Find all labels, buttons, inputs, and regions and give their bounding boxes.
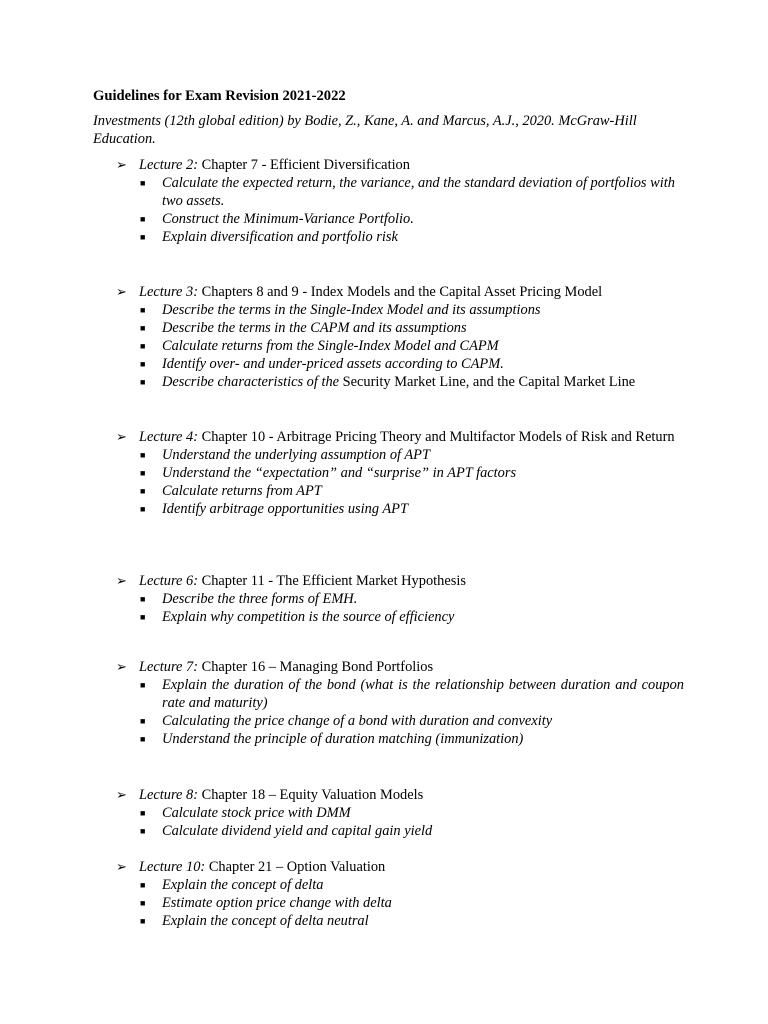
lecture-topic: Chapters 8 and 9 - Index Models and the Capital Asset Pricing Model (201, 284, 603, 300)
objectives-list (116, 876, 684, 930)
square-bullet-icon: ■ (140, 178, 146, 188)
list-item: ■ Explain the duration of the bond (what is the relationship between duration and coupon rate and maturity) (140, 677, 684, 711)
square-bullet-icon: ■ (140, 880, 146, 890)
objectives-list (116, 446, 684, 518)
lecture-2-section (116, 156, 684, 246)
list-item: ■ Understand the underlying assumption of APT (140, 447, 430, 463)
lecture-name: Lecture 10: (139, 859, 206, 875)
list-item: ■ Calculate returns from APT (140, 483, 322, 499)
list-item: ■ Understand the principle of duration matching (immunization) (140, 731, 524, 747)
lecture-topic: Chapter 7 - Efficient Diversification (201, 157, 410, 173)
textbook-reference: Investments (12th global edition) by Bodie, Z., Kane, A. and Marcus, A.J., 2020. McGraw-Hill Education. (93, 113, 637, 147)
list-item: ■ Calculate returns from the Single-Index Model and CAPM (140, 338, 499, 354)
square-bullet-icon: ■ (140, 486, 146, 496)
list-item: ■ Explain the concept of delta neutral (140, 913, 369, 929)
square-bullet-icon: ■ (140, 734, 146, 744)
objectives-list (116, 590, 684, 626)
lecture-topic: Chapter 11 - The Efficient Market Hypothesis (201, 573, 466, 589)
list-item: ■ Describe the three forms of EMH. (140, 591, 358, 607)
square-bullet-icon: ■ (140, 504, 146, 514)
lecture-name: Lecture 6: (139, 573, 199, 589)
list-item: ■ Estimate option price change with delta (140, 895, 392, 911)
lecture-heading (116, 283, 684, 301)
lecture-6-section (116, 572, 684, 626)
lecture-heading (116, 572, 684, 590)
square-bullet-icon: ■ (140, 377, 146, 387)
lecture-heading (116, 428, 684, 446)
square-bullet-icon: ■ (140, 680, 146, 690)
lecture-heading (116, 786, 684, 804)
arrow-bullet-icon: ➢ (116, 787, 127, 802)
objectives-list (116, 676, 684, 748)
lecture-4-section (116, 428, 684, 518)
square-bullet-icon: ■ (140, 214, 146, 224)
arrow-bullet-icon: ➢ (116, 157, 127, 172)
lecture-topic: Chapter 18 – Equity Valuation Models (201, 787, 424, 803)
lecture-name: Lecture 3: (139, 284, 199, 300)
square-bullet-icon: ■ (140, 916, 146, 926)
list-item: ■ Explain the concept of delta (140, 877, 324, 893)
square-bullet-icon: ■ (140, 341, 146, 351)
list-item: ■ Identify arbitrage opportunities using APT (140, 501, 408, 517)
lecture-name: Lecture 2: (139, 157, 199, 173)
list-item: ■ Describe the terms in the Single-Index Model and its assumptions (140, 302, 541, 318)
list-item: ■ Calculate the expected return, the variance, and the standard deviation of portfolios with two assets. (140, 175, 675, 209)
lecture-name: Lecture 8: (139, 787, 199, 803)
lecture-name: Lecture 7: (139, 659, 199, 675)
objectives-list (116, 301, 684, 391)
list-item: ■ Identify over- and under-priced assets according to CAPM. (140, 356, 504, 372)
lecture-7-section (116, 658, 684, 748)
list-item: ■ Calculate stock price with DMM (140, 805, 351, 821)
square-bullet-icon: ■ (140, 826, 146, 836)
arrow-bullet-icon: ➢ (116, 573, 127, 588)
square-bullet-icon: ■ (140, 323, 146, 333)
arrow-bullet-icon: ➢ (116, 659, 127, 674)
objectives-list (116, 804, 684, 840)
square-bullet-icon: ■ (140, 232, 146, 242)
list-item: ■ Describe the terms in the CAPM and its assumptions (140, 320, 467, 336)
square-bullet-icon: ■ (140, 450, 146, 460)
lecture-topic: Chapter 10 - Arbitrage Pricing Theory and Multifactor Models of Risk and Return (201, 429, 675, 445)
square-bullet-icon: ■ (140, 594, 146, 604)
lecture-name: Lecture 4: (139, 429, 199, 445)
lecture-10-section (116, 858, 684, 930)
list-item: ■ Explain diversification and portfolio risk (140, 229, 398, 245)
lecture-topic: Chapter 21 – Option Valuation (208, 859, 386, 875)
lecture-topic: Chapter 16 – Managing Bond Portfolios (201, 659, 434, 675)
lecture-3-section (116, 283, 684, 391)
arrow-bullet-icon: ➢ (116, 859, 127, 874)
list-item: ■ Explain why competition is the source of efficiency (140, 609, 455, 625)
objectives-list (116, 174, 684, 246)
list-item: ■ Understand the “expectation” and “surprise” in APT factors (140, 465, 517, 481)
square-bullet-icon: ■ (140, 359, 146, 369)
arrow-bullet-icon: ➢ (116, 284, 127, 299)
lecture-heading (116, 156, 684, 174)
square-bullet-icon: ■ (140, 468, 146, 478)
square-bullet-icon: ■ (140, 898, 146, 908)
lecture-8-section (116, 786, 684, 840)
list-item: ■ Describe characteristics of the Security Market Line, and the Capital Market Line (140, 374, 636, 390)
list-item: ■ Construct the Minimum-Variance Portfolio. (140, 211, 414, 227)
list-item: ■ Calculate dividend yield and capital gain yield (140, 823, 433, 839)
arrow-bullet-icon: ➢ (116, 429, 127, 444)
lecture-heading (116, 858, 684, 876)
square-bullet-icon: ■ (140, 305, 146, 315)
document-title: Guidelines for Exam Revision 2021-2022 (93, 88, 346, 104)
list-item: ■ Calculating the price change of a bond with duration and convexity (140, 713, 553, 729)
lecture-heading (116, 658, 684, 676)
square-bullet-icon: ■ (140, 808, 146, 818)
square-bullet-icon: ■ (140, 716, 146, 726)
square-bullet-icon: ■ (140, 612, 146, 622)
